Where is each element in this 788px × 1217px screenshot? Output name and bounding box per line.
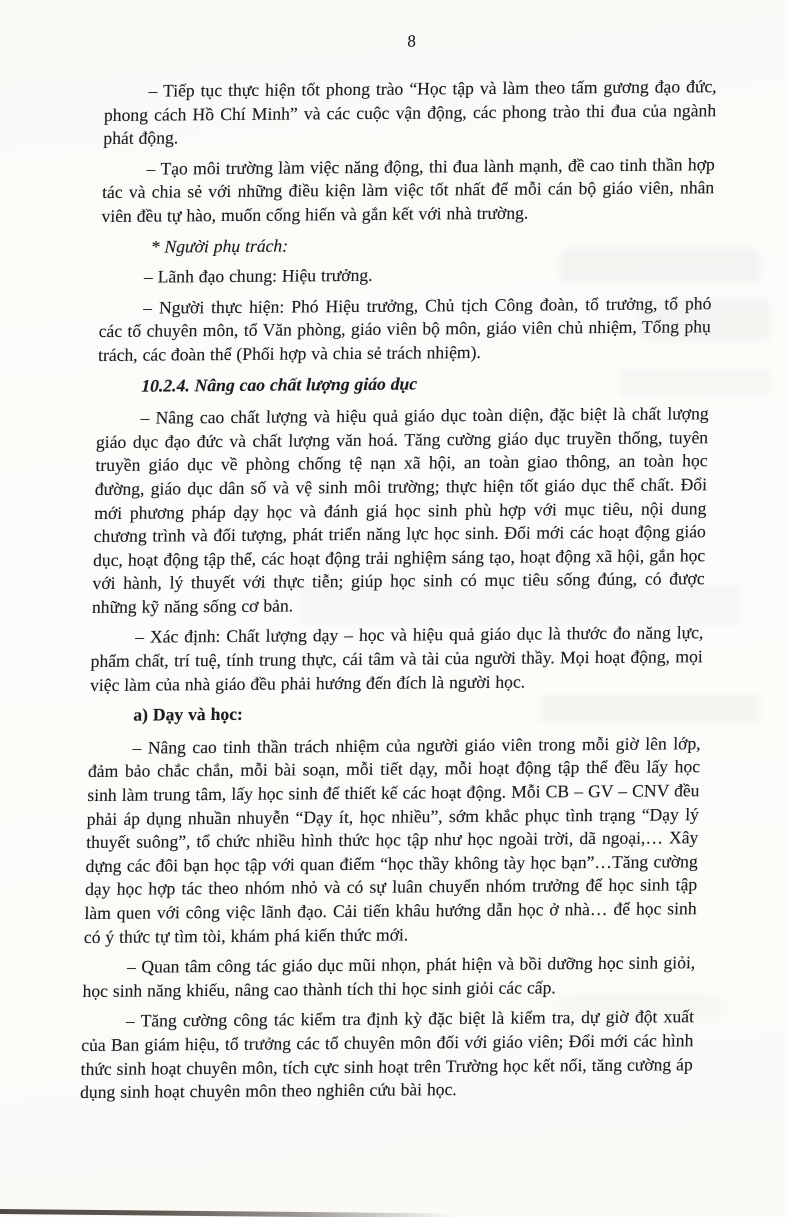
paragraph: – Nâng cao tinh thần trách nhiệm của người giáo viên trong mỗi giờ lên lớp, đảm bảo chắc chắn, mỗi bài soạn, mỗi tiết dạy, mỗi hoạt động tập thể đều lấy học sinh làm trung tâm, lấy học sinh để thiết kế các hoạt động. Mỗi CB – GV – CNV đều phải áp dụng nhuần nhuyễn “Dạy ít, học nhiều”, sớm khắc phục tình trạng “Dạy lý thuyết suông”, tổ chức nhiều hình thức học tập như học ngoài trời, dã ngoại,… Xây dựng các đôi bạn học tập với quan điểm “học thầy không tày học bạn”…Tăng cường dạy học hợp tác theo nhóm nhỏ và có sự luân chuyển nhóm trưởng để học sinh tập làm quen với công việc lãnh đạo. Cải tiến khâu hướng dẫn học ở nhà… để học sinh có ý thức tự tìm tòi, khám phá kiến thức mới. bbox=[83, 733, 701, 947]
paragraph: – Quan tâm công tác giáo dục mũi nhọn, phát hiện và bồi dưỡng học sinh giỏi, học sinh năng khiếu, nâng cao thành tích thi học sinh giỏi các cấp. bbox=[82, 952, 696, 1001]
scan-page-edge-artifact bbox=[0, 1209, 454, 1217]
paragraph: – Tăng cường công tác kiểm tra định kỳ đặc biệt là kiểm tra, dự giờ đột xuất của Ban giám hiệu, tổ trưởng các tổ chuyên môn đối với giáo viên; Đổi mới các hình thức sinh hoạt chuyên môn, tích cực sinh hoạt trên Trường học kết nối, tăng cường áp dụng sinh hoạt chuyên môn theo nghiên cứu bài học. bbox=[79, 1006, 695, 1103]
section-heading: 10.2.4. Nâng cao chất lượng giáo dục bbox=[141, 373, 418, 396]
paragraph: – Người thực hiện: Phó Hiệu trưởng, Chủ tịch Công đoàn, tổ trưởng, tổ phó các tổ chuyên môn, tổ Văn phòng, giáo viên bộ môn, giáo viên chủ nhiệm, Tổng phụ trách, các đoàn thể (Phối hợp và chia sẻ trách nhiệm). bbox=[97, 292, 712, 365]
subsection-heading: a) Dạy và học: bbox=[133, 704, 244, 725]
page-content bbox=[80, 29, 718, 1112]
paragraph: – Xác định: Chất lượng dạy – học và hiệu quả giáo dục là thước đo năng lực, phẩm chất, trí tuệ, tính trung thực, cái tâm và tài của người thầy. Mọi hoạt động, mọi việc làm của nhà giáo đều phải hướng đến đích là người học. bbox=[89, 622, 704, 695]
responsible-person-label: * Người phụ trách: bbox=[150, 235, 289, 257]
paragraph: – Lãnh đạo chung: Hiệu trưởng. bbox=[143, 265, 373, 287]
paragraph: – Nâng cao chất lượng và hiệu quả giáo dục toàn diện, đặc biệt là chất lượng giáo dục đạo đức và chất lượng văn hoá. Tăng cường giáo dục truyền thống, tuyên truyền giáo dục về phòng chống tệ nạn xã hội, an toàn giao thông, an toàn học đường, giáo dục dân số và vệ sinh môi trường; thực hiện tốt giáo dục thể chất. Đổi mới phương pháp dạy học và đánh giá học sinh phù hợp với mục tiêu, nội dung chương trình và đối tượng, phát triển năng lực học sinh. Đổi mới các hoạt động giáo dục, hoạt động tập thể, các hoạt động trải nghiệm sáng tạo, hoạt động xã hội, gắn học với hành, lý thuyết với thực tiễn; giúp học sinh có mục tiêu sống đúng, có được những kỹ năng sống cơ bản. bbox=[91, 403, 709, 617]
paragraph: – Tiếp tục thực hiện tốt phong trào “Học tập và làm theo tấm gương đạo đức, phong cách Hồ Chí Minh” và các cuộc vận động, các phong trào thi đua của ngành phát động. bbox=[103, 76, 717, 149]
paragraph: – Tạo môi trường làm việc năng động, thi đua lành mạnh, đề cao tinh thần hợp tác và chia sẻ với những điều kiện làm việc tốt nhất để mỗi cán bộ giáo viên, nhân viên đều tự hào, muốn cống hiến và gắn kết với nhà trường. bbox=[101, 153, 716, 226]
page-number: 8 bbox=[407, 31, 417, 51]
